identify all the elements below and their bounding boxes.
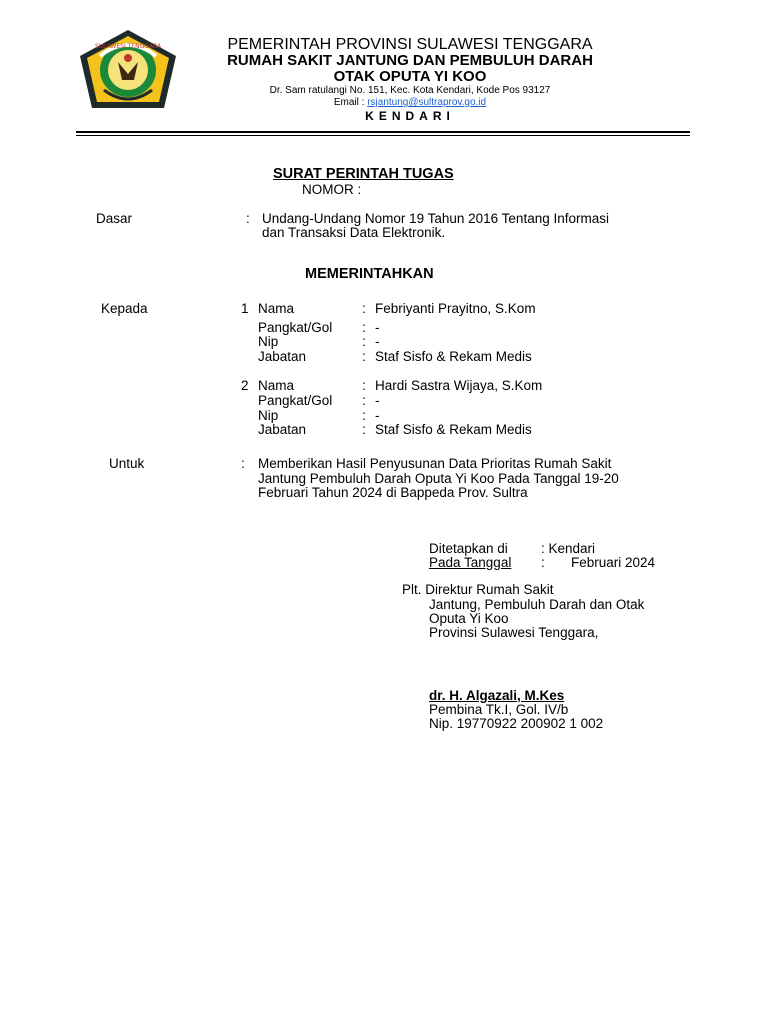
signatory-name: dr. H. Algazali, M.Kes [429, 688, 565, 703]
untuk-text-line3: Februari Tahun 2024 di Bappeda Prov. Sultra [258, 485, 528, 500]
tanggal-line [429, 555, 665, 570]
person-2-pangkat: - [375, 393, 380, 408]
person-2-nip: - [375, 408, 380, 423]
person-1-nama-colon: : [362, 301, 366, 316]
untuk-text-line2: Jantung Pembuluh Darah Oputa Yi Koo Pada Tanggal 19-20 [258, 471, 619, 486]
person-2-nama-label: Nama [258, 378, 295, 393]
person-1-pangkat: - [375, 320, 380, 335]
person-1-nama-label: Nama [258, 301, 295, 316]
person-2-nama-colon: : [362, 378, 366, 393]
untuk-label: Untuk [109, 456, 145, 471]
signatory-title-line4: Provinsi Sulawesi Tenggara, [429, 625, 599, 640]
signatory-nip: Nip. 19770922 200902 1 002 [429, 716, 604, 731]
person-1-nip-colon: : [362, 334, 366, 349]
person-2-number: 2 [241, 378, 249, 393]
tanggal-value: Februari 2024 [571, 555, 656, 570]
tanggal-label: Pada Tanggal [429, 555, 512, 570]
document-title: SURAT PERINTAH TUGAS [273, 166, 454, 182]
signatory-title-line2: Jantung, Pembuluh Darah dan Otak [429, 597, 645, 612]
email-label: Email : [333, 97, 368, 108]
dasar-colon: : [246, 211, 250, 226]
signatory-rank: Pembina Tk.I, Gol. IV/b [429, 702, 569, 717]
person-2-nip-colon: : [362, 408, 366, 423]
person-1-pangkat-label: Pangkat/Gol [258, 320, 333, 335]
hospital-name-line2: OTAK OPUTA YI KOO [333, 68, 487, 85]
hospital-name-line1: RUMAH SAKIT JANTUNG DAN PEMBULUH DARAH [227, 52, 593, 69]
person-1-nip-label: Nip [258, 334, 279, 349]
person-2-pangkat-label: Pangkat/Gol [258, 393, 333, 408]
person-2-pangkat-colon: : [362, 393, 366, 408]
signatory-title-line3: Oputa Yi Koo [429, 611, 509, 626]
letterhead-rule-thin [76, 135, 690, 136]
ditetapkan-value: : Kendari [541, 541, 596, 556]
person-1-nama: Febriyanti Prayitno, S.Kom [375, 301, 536, 316]
person-1-pangkat-colon: : [362, 320, 366, 335]
signatory-title-line1: Plt. Direktur Rumah Sakit [402, 582, 554, 597]
government-name: PEMERINTAH PROVINSI SULAWESI TENGGARA [227, 36, 593, 53]
email-line [170, 97, 650, 108]
hospital-address: Dr. Sam ratulangi No. 151, Kec. Kota Kendari, Kode Pos 93127 [269, 85, 551, 96]
dasar-text-line2: dan Transaksi Data Elektronik. [262, 225, 446, 240]
tanggal-colon: : [541, 555, 545, 570]
person-1-nip: - [375, 334, 380, 349]
person-2-jabatan-label: Jabatan [258, 422, 307, 437]
person-2-jabatan: Staf Sisfo & Rekam Medis [375, 422, 532, 437]
person-1-number: 1 [241, 301, 249, 316]
logo-text: SULAWESI TENGGARA [94, 43, 162, 50]
document-number: NOMOR : [302, 182, 362, 197]
province-emblem-logo [78, 28, 178, 110]
email-link[interactable]: rsjantung@sultraprov.go.id [367, 97, 487, 108]
untuk-text-line1: Memberikan Hasil Penyusunan Data Prioritas Rumah Sakit [258, 456, 612, 471]
letterhead-rule-thick [76, 131, 690, 133]
person-1-jabatan-label: Jabatan [258, 349, 307, 364]
kepada-label: Kepada [101, 301, 148, 316]
ditetapkan-label: Ditetapkan di [429, 541, 508, 556]
dasar-label: Dasar [96, 211, 133, 226]
person-1-jabatan-colon: : [362, 349, 366, 364]
person-2-nip-label: Nip [258, 408, 279, 423]
untuk-colon: : [241, 456, 245, 471]
person-1-jabatan: Staf Sisfo & Rekam Medis [375, 349, 532, 364]
memerintahkan-heading: MEMERINTAHKAN [305, 266, 434, 282]
person-2-nama: Hardi Sastra Wijaya, S.Kom [375, 378, 543, 393]
city-name: KENDARI [365, 109, 455, 123]
person-2-jabatan-colon: : [362, 422, 366, 437]
dasar-text-line1: Undang-Undang Nomor 19 Tahun 2016 Tentang Informasi [262, 211, 609, 226]
